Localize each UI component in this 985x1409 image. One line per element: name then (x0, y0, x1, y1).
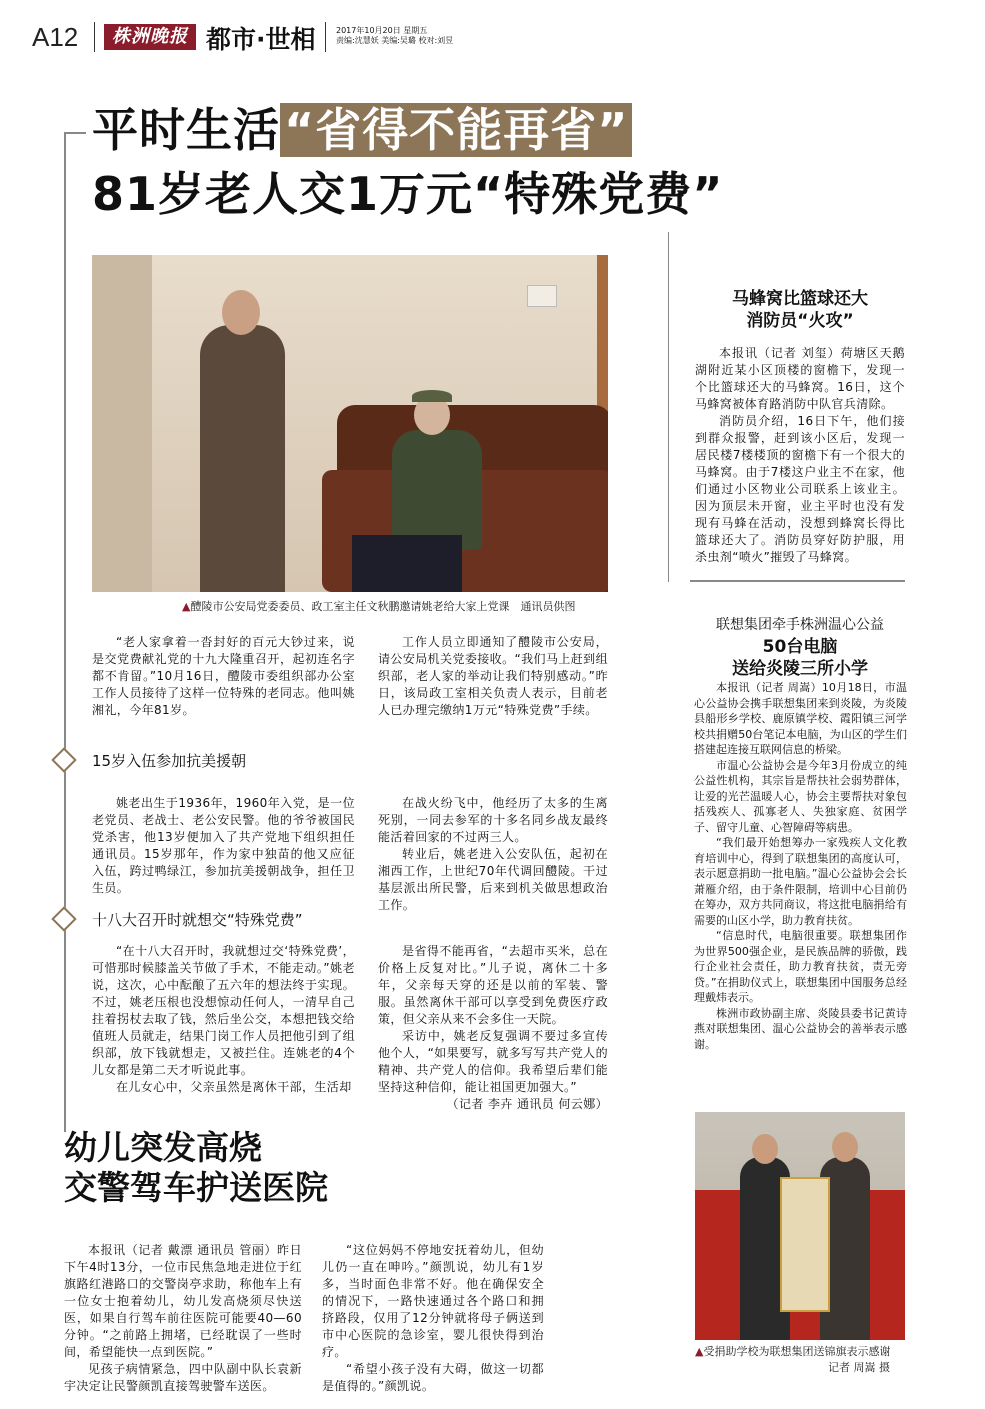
title-line: 送给炎陵三所小学 (732, 659, 868, 679)
photo-credit: 记者 周嵩 摄 (828, 1361, 890, 1374)
paragraph: “希望小孩子没有大碍，做这一切都是值得的。”颜凯说。 (322, 1362, 544, 1393)
paragraph: 采访中，姚老反复强调不要过多宣传他个人，“如果要写，就多写写共产党人的精神、共产党人的信仰。我希望后辈们能坚持这种信仰，能让祖国更加强大。” (378, 1029, 608, 1094)
paragraph: 在战火纷飞中，他经历了太多的生离死别，一同去参军的十多名同乡战友最终能活着回家的不过两三人。 (378, 796, 608, 844)
page-number: A12 (32, 22, 79, 52)
article-bracket (64, 132, 66, 1132)
headline-plain: 平时生活 (92, 103, 280, 157)
paragraph: “老人家拿着一沓封好的百元大钞过来，说是交党费献礼党的十九大隆重召开，起初连名字都不肯留。”10月16日，醴陵市委组织部办公室工作人员接待了这样一位特殊的老同志。他叫姚湘礼，今年81岁。 (92, 635, 355, 717)
paragraph: 市温心公益协会是今年3月份成立的纯公益性机构，其宗旨是帮扶社会弱势群体，让爱的光芒温暖人心，协会主要帮扶对象包括残疾人、孤寡老人、失独家庭、贫困学子、留守儿童、心智障碍等病患。 (694, 758, 907, 834)
sec2-col1 (92, 943, 355, 1096)
staff-credits: 责编:沈慧妖 美编:吴璐 校对:刘昱 (336, 36, 454, 45)
subhead-diamond-icon (51, 747, 76, 772)
paragraph: 本报讯（记者 刘玺）荷塘区天鹅湖附近某小区顶楼的窗檐下，发现一个比篮球还大的马蜂窝。16日，这个马蜂窝被体育路消防中队官兵清除。 (695, 346, 905, 411)
column-divider (668, 232, 669, 582)
side1-title (695, 288, 905, 332)
subhead-diamond-icon (51, 906, 76, 931)
issue-date: 2017年10月20日 星期五 (336, 26, 428, 35)
paragraph: 见孩子病情紧急，四中队副中队长袁新宇决定让民警颜凯直接驾驶警车送医。 (64, 1362, 302, 1393)
sec2-col2 (378, 943, 608, 1113)
title-line: 幼儿突发高烧 (64, 1128, 262, 1167)
intro-col2 (378, 634, 608, 719)
bottom-col2 (322, 1242, 544, 1395)
sec1-col1 (92, 795, 355, 897)
divider (325, 22, 326, 52)
headline-highlight: “省得不能再省” (280, 103, 632, 157)
side2-photo (695, 1112, 905, 1340)
headline-line2: 81岁老人交1万元“特殊党费” (92, 167, 724, 221)
paragraph: 工作人员立即通知了醴陵市公安局，请公安局机关党委接收。“我们马上赶到组织部，老人家的举动让我们特别感动。”昨日，该局政工室相关负责人表示，目前老人已办理完缴纳1万元“特殊党费”手续。 (378, 635, 608, 717)
title-line: 马蜂窝比篮球还大 (732, 289, 868, 309)
intro-col1 (92, 634, 355, 719)
side2-body (694, 680, 907, 1052)
byline: （记者 李卉 通讯员 何云娜） (446, 1097, 608, 1111)
paragraph: 姚老出生于1936年，1960年入党，是一位老党员、老战士、老公安民警。他的爷爷被国民党杀害，他13岁便加入了共产党地下组织担任通讯员。15岁那年，作为家中独苗的他又应征入伍，跨过鸭绿江，参加抗美援朝战争，担任卫生员。 (92, 796, 355, 895)
title-line: 50台电脑 (762, 637, 838, 657)
bottom-col1 (64, 1242, 302, 1395)
paragraph: 株洲市政协副主席、炎陵县委书记黄诗燕对联想集团、温心公益协会的善举表示感谢。 (694, 1006, 907, 1051)
side2-photo-caption: ▲受捐助学校为联想集团送锦旗表示感谢 记者 周嵩 摄 (695, 1343, 910, 1375)
paragraph: “这位妈妈不停地安抚着幼儿，但幼儿仍一直在呻吟。”颜凯说，幼儿有1岁多，当时面色非常不好。他在确保安全的情况下，一路快速通过各个路口和拥挤路段，仅用了12分钟就将母子俩送到市中心医院的急诊室，婴儿很快得到治疗。 (322, 1243, 544, 1359)
paragraph: 本报讯（记者 戴漂 通讯员 管丽）昨日下午4时13分，一位市民焦急地走进位于红旗路红港路口的交警岗亭求助，称他车上有一位女士抱着幼儿，幼儿发高烧须尽快送医，如果自行驾车前往医院可能要40—60分钟。“之前路上拥堵，已经耽误了一些时间，希望能快一点到医院。” (64, 1243, 302, 1359)
main-photo-caption: ▲醴陵市公安局党委委员、政工室主任文秋鹏邀请姚老给大家上党课 通讯员供图 (182, 600, 576, 613)
issue-meta (336, 26, 453, 46)
title-line: 交警驾车护送医院 (64, 1168, 328, 1207)
paragraph: 转业后，姚老进入公安队伍，起初在湘西工作，上世纪70年代调回醴陵。干过基层派出所民警，后来到机关做思想政治工作。 (378, 847, 608, 912)
side1-body (695, 345, 905, 566)
subhead-2: 十八大召开时就想交“特殊党费” (92, 911, 303, 929)
caption-text: 醴陵市公安局党委委员、政工室主任文秋鹏邀请姚老给大家上党课 通讯员供图 (190, 600, 576, 613)
main-photo (92, 255, 608, 592)
paragraph: 消防员介绍，16日下午，他们接到群众报警，赶到该小区后，发现一居民楼7楼楼顶的窗檐下有一个很大的马蜂窝。由于7楼这户业主不在家，他们通过小区物业公司联系上该业主。因为顶层未开窗，业主平时也没有发现有马蜂在活动，没想到蜂窝长得比篮球还大了。消防员穿好防护服，用杀虫剂“喷火”摧毁了马蜂窝。 (695, 414, 905, 564)
side2-title (695, 614, 905, 680)
bracket-top (64, 132, 86, 134)
divider (94, 22, 95, 52)
paragraph: 是省得不能再省，“去超市买米，总在价格上反复对比。”儿子说，离休二十多年，父亲每天穿的还是以前的军装、警服。虽然离休干部可以享受到免费医疗政策，但父亲从来不会多住一天院。 (378, 944, 608, 1026)
title-line: 消防员“火攻” (746, 311, 854, 331)
paragraph: “信息时代，电脑很重要。联想集团作为世界500强企业，是民族品牌的骄傲，践行企业社会责任，助力教育扶贫，责无旁贷。”在捐助仪式上，联想集团中国服务总经理戴炜表示。 (694, 929, 907, 1004)
sec1-col2 (378, 795, 608, 914)
title-line: 联想集团牵手株洲温心公益 (716, 617, 884, 633)
caption-text: 受捐助学校为联想集团送锦旗表示感谢 (703, 1345, 891, 1358)
paragraph: 本报讯（记者 周嵩）10月18日，市温心公益协会携手联想集团来到炎陵，为炎陵县船形乡学校、鹿原镇学校、霞阳镇三河学校共捐赠50台笔记本电脑，为山区的学生们搭建起连接互联网信息的桥梁。 (694, 681, 907, 756)
section-name: 都市·世相 (206, 25, 316, 54)
paper-logo: 株洲晚报 (104, 24, 196, 50)
headline-line1 (92, 100, 632, 160)
paragraph: “我们最开始想筹办一家残疾人文化教育培训中心，得到了联想集团的高度认可，表示愿意捐助一批电脑。”温心公益协会会长萧雁介绍，由于条件限制，培训中心目前仍在筹办，双方共同商议，将这批电脑捐给有需要的山区小学，助力教育扶贫。 (694, 836, 907, 927)
paragraph: “在十八大召开时，我就想过交‘特殊党费’，可惜那时候膝盖关节做了手术，不能走动。”姚老说，这次，心中酝酿了五六年的想法终于实现。不过，姚老压根也没想惊动任何人，一清早自己拄着拐杖去取了钱，然后坐公交，本想把钱交给值班人员就走，结果门岗工作人员把他引到了组织部，放下钱就想走，又被拦住。连姚老的4个儿女都是第二天才听说此事。 (92, 944, 355, 1077)
paragraph: 在儿女心中，父亲虽然是离休干部，生活却 (116, 1080, 352, 1094)
subhead-1: 15岁入伍参加抗美援朝 (92, 752, 247, 770)
bottom-title (64, 1128, 328, 1208)
story-divider (690, 580, 905, 582)
